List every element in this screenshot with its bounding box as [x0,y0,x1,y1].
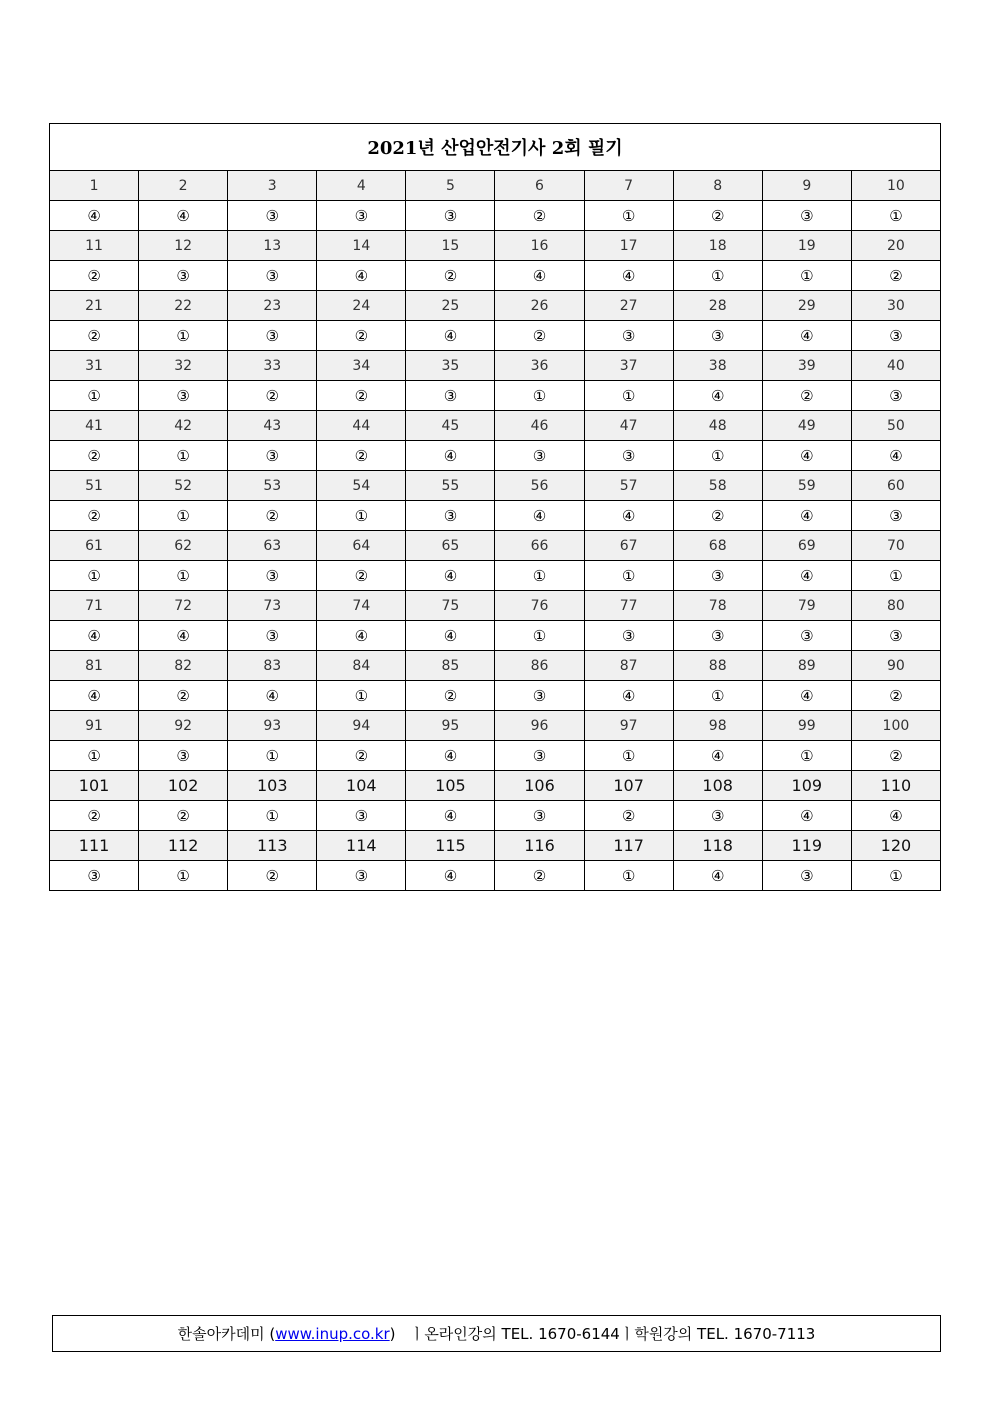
answer-cell: ③ [584,621,673,651]
question-number-cell: 3 [228,171,317,201]
answer-cell: ③ [673,801,762,831]
answer-cell: ② [673,201,762,231]
question-number-cell: 110 [851,771,940,801]
footer-separator: ㅣ [619,1325,635,1343]
answer-cell: ④ [673,381,762,411]
question-number-cell: 54 [317,471,406,501]
answer-cell: ② [228,381,317,411]
answer-cell: ② [317,321,406,351]
answer-cell: ② [406,681,495,711]
question-number-cell: 39 [762,351,851,381]
question-number-cell: 12 [139,231,228,261]
answer-cell: ① [495,561,584,591]
answer-cell: ④ [406,741,495,771]
answer-row [50,321,941,351]
question-number-cell: 79 [762,591,851,621]
footer: 한솔아카데미 ( www.inup.co.kr ) ㅣ 온라인강의 TEL. 1670-6144 ㅣ 학원강의 TEL. 1670-7113 [52,1315,941,1352]
answer-cell: ④ [406,321,495,351]
question-number-cell: 46 [495,411,584,441]
question-number-cell: 94 [317,711,406,741]
answer-cell: ① [584,381,673,411]
answer-cell: ① [762,261,851,291]
question-number-cell: 56 [495,471,584,501]
answer-cell: ④ [584,501,673,531]
answer-cell: ② [406,261,495,291]
answer-cell: ① [851,561,940,591]
question-number-cell: 73 [228,591,317,621]
question-number-cell: 2 [139,171,228,201]
question-number-row [50,531,941,561]
question-number-cell: 59 [762,471,851,501]
question-number-cell: 50 [851,411,940,441]
answer-cell: ② [495,201,584,231]
answer-cell: ① [673,261,762,291]
footer-academy: 한솔아카데미 [177,1325,265,1343]
answer-row [50,201,941,231]
answer-cell: ③ [762,621,851,651]
answer-cell: ④ [139,621,228,651]
question-number-cell: 20 [851,231,940,261]
answer-cell: ① [584,741,673,771]
question-number-cell: 84 [317,651,406,681]
question-number-cell: 97 [584,711,673,741]
question-number-cell: 90 [851,651,940,681]
question-number-cell: 115 [406,831,495,861]
question-number-cell: 21 [50,291,139,321]
answer-cell: ① [139,501,228,531]
question-number-cell: 70 [851,531,940,561]
answer-cell: ④ [406,621,495,651]
question-number-cell: 85 [406,651,495,681]
question-number-cell: 48 [673,411,762,441]
question-number-cell: 105 [406,771,495,801]
answer-cell: ③ [139,261,228,291]
question-number-cell: 15 [406,231,495,261]
question-number-cell: 38 [673,351,762,381]
answer-cell: ② [317,381,406,411]
answer-cell: ④ [851,441,940,471]
question-number-cell: 36 [495,351,584,381]
question-number-cell: 55 [406,471,495,501]
question-number-cell: 51 [50,471,139,501]
question-number-cell: 64 [317,531,406,561]
question-number-cell: 88 [673,651,762,681]
answer-cell: ④ [762,681,851,711]
question-number-cell: 95 [406,711,495,741]
answer-cell: ① [50,381,139,411]
answer-cell: ④ [762,441,851,471]
question-number-cell: 47 [584,411,673,441]
question-number-cell: 49 [762,411,851,441]
footer-academy-tel: 학원강의 TEL. 1670-7113 [634,1325,816,1343]
question-number-cell: 41 [50,411,139,441]
answer-cell: ③ [851,381,940,411]
question-number-row [50,171,941,201]
footer-online-tel: 온라인강의 TEL. 1670-6144 [424,1325,620,1343]
answer-cell: ④ [317,261,406,291]
question-number-cell: 14 [317,231,406,261]
question-number-cell: 118 [673,831,762,861]
question-number-cell: 77 [584,591,673,621]
question-number-cell: 112 [139,831,228,861]
answer-cell: ① [851,861,940,891]
answer-cell: ① [584,861,673,891]
question-number-cell: 107 [584,771,673,801]
question-number-row [50,591,941,621]
answer-cell: ③ [317,861,406,891]
question-number-cell: 58 [673,471,762,501]
page-title: 2021년 산업안전기사 2회 필기 [50,124,941,171]
answer-cell: ① [139,321,228,351]
question-number-cell: 1 [50,171,139,201]
answer-row [50,801,941,831]
answer-row [50,621,941,651]
question-number-cell: 83 [228,651,317,681]
question-number-cell: 60 [851,471,940,501]
answer-cell: ④ [673,741,762,771]
answer-cell: ④ [406,861,495,891]
question-number-cell: 108 [673,771,762,801]
answer-cell: ② [50,261,139,291]
answer-cell: ② [317,561,406,591]
answer-cell: ④ [762,501,851,531]
answer-cell: ② [228,501,317,531]
question-number-cell: 34 [317,351,406,381]
answer-row [50,501,941,531]
answer-cell: ③ [495,441,584,471]
question-number-cell: 80 [851,591,940,621]
answer-cell: ① [584,201,673,231]
answer-cell: ③ [495,801,584,831]
question-number-cell: 28 [673,291,762,321]
question-number-cell: 7 [584,171,673,201]
answer-cell: ④ [50,681,139,711]
question-number-row [50,411,941,441]
question-number-cell: 113 [228,831,317,861]
answer-cell: ④ [584,681,673,711]
question-number-cell: 102 [139,771,228,801]
question-number-cell: 72 [139,591,228,621]
question-number-cell: 31 [50,351,139,381]
answer-cell: ③ [851,321,940,351]
question-number-cell: 87 [584,651,673,681]
answer-cell: ④ [762,321,851,351]
answer-cell: ③ [139,741,228,771]
question-number-cell: 68 [673,531,762,561]
question-number-row [50,651,941,681]
footer-link[interactable]: www.inup.co.kr [275,1324,390,1343]
question-number-cell: 91 [50,711,139,741]
answer-cell: ② [228,861,317,891]
answer-row [50,261,941,291]
answer-cell: ① [50,561,139,591]
question-number-cell: 22 [139,291,228,321]
question-number-cell: 98 [673,711,762,741]
question-number-cell: 6 [495,171,584,201]
question-number-cell: 104 [317,771,406,801]
question-number-cell: 69 [762,531,851,561]
question-number-row [50,291,941,321]
footer-separator: ㅣ [409,1325,425,1343]
question-number-cell: 111 [50,831,139,861]
answer-row [50,861,941,891]
question-number-cell: 43 [228,411,317,441]
answer-cell: ③ [495,681,584,711]
question-number-cell: 23 [228,291,317,321]
question-number-cell: 8 [673,171,762,201]
question-number-cell: 9 [762,171,851,201]
answer-cell: ② [50,801,139,831]
answer-cell: ③ [228,261,317,291]
answer-cell: ② [50,441,139,471]
question-number-cell: 35 [406,351,495,381]
question-number-cell: 10 [851,171,940,201]
question-number-cell: 32 [139,351,228,381]
question-number-row [50,471,941,501]
answer-cell: ① [50,741,139,771]
title-row [50,124,941,171]
answer-cell: ④ [673,861,762,891]
question-number-cell: 74 [317,591,406,621]
question-number-cell: 114 [317,831,406,861]
answer-cell: ① [673,441,762,471]
answer-cell: ① [228,741,317,771]
question-number-cell: 18 [673,231,762,261]
answer-cell: ② [139,681,228,711]
answer-cell: ③ [762,201,851,231]
answer-cell: ④ [228,681,317,711]
answer-table [49,123,941,891]
answer-cell: ③ [228,561,317,591]
question-number-cell: 75 [406,591,495,621]
answer-cell: ② [851,681,940,711]
question-number-cell: 101 [50,771,139,801]
question-number-cell: 11 [50,231,139,261]
question-number-cell: 116 [495,831,584,861]
question-number-cell: 119 [762,831,851,861]
answer-cell: ① [584,561,673,591]
question-number-cell: 117 [584,831,673,861]
question-number-cell: 106 [495,771,584,801]
answer-cell: ① [139,861,228,891]
answer-cell: ④ [139,201,228,231]
answer-cell: ④ [762,561,851,591]
answer-cell: ① [139,441,228,471]
answer-cell: ④ [406,561,495,591]
question-number-cell: 89 [762,651,851,681]
answer-cell: ④ [50,621,139,651]
answer-cell: ① [673,681,762,711]
question-number-cell: 63 [228,531,317,561]
answer-cell: ② [584,801,673,831]
question-number-cell: 93 [228,711,317,741]
answer-cell: ④ [406,441,495,471]
question-number-cell: 62 [139,531,228,561]
question-number-cell: 33 [228,351,317,381]
answer-cell: ③ [50,861,139,891]
question-number-cell: 71 [50,591,139,621]
answer-cell: ① [762,741,851,771]
answer-cell: ④ [50,201,139,231]
answer-cell: ③ [851,621,940,651]
answer-cell: ④ [762,801,851,831]
question-number-cell: 120 [851,831,940,861]
question-number-cell: 40 [851,351,940,381]
answer-cell: ① [495,621,584,651]
question-number-cell: 13 [228,231,317,261]
answer-cell: ③ [317,801,406,831]
answer-row [50,561,941,591]
question-number-cell: 96 [495,711,584,741]
answer-cell: ③ [406,381,495,411]
answer-cell: ② [495,321,584,351]
answer-cell: ④ [584,261,673,291]
question-number-cell: 57 [584,471,673,501]
question-number-cell: 53 [228,471,317,501]
question-number-row [50,351,941,381]
answer-cell: ① [228,801,317,831]
question-number-cell: 16 [495,231,584,261]
question-number-cell: 65 [406,531,495,561]
answer-cell: ② [317,441,406,471]
question-number-cell: 82 [139,651,228,681]
answer-cell: ② [317,741,406,771]
question-number-cell: 100 [851,711,940,741]
answer-cell: ③ [673,621,762,651]
answer-cell: ③ [139,381,228,411]
answer-cell: ① [317,501,406,531]
question-number-cell: 76 [495,591,584,621]
answer-cell: ④ [495,501,584,531]
question-number-cell: 61 [50,531,139,561]
answer-cell: ③ [851,501,940,531]
question-number-cell: 19 [762,231,851,261]
question-number-cell: 37 [584,351,673,381]
question-number-cell: 44 [317,411,406,441]
answer-cell: ④ [495,261,584,291]
question-number-cell: 45 [406,411,495,441]
question-number-cell: 81 [50,651,139,681]
answer-cell: ② [50,321,139,351]
question-number-cell: 66 [495,531,584,561]
question-number-cell: 26 [495,291,584,321]
question-number-cell: 25 [406,291,495,321]
question-number-row [50,771,941,801]
question-number-cell: 24 [317,291,406,321]
question-number-cell: 109 [762,771,851,801]
question-number-cell: 42 [139,411,228,441]
answer-row [50,681,941,711]
answer-cell: ③ [584,441,673,471]
answer-cell: ① [851,201,940,231]
answer-cell: ② [851,741,940,771]
answer-cell: ③ [762,861,851,891]
answer-cell: ③ [228,441,317,471]
answer-cell: ② [139,801,228,831]
question-number-cell: 30 [851,291,940,321]
answer-cell: ① [495,381,584,411]
question-number-cell: 27 [584,291,673,321]
question-number-cell: 52 [139,471,228,501]
answer-cell: ③ [228,621,317,651]
answer-cell: ③ [406,201,495,231]
answer-cell: ③ [406,501,495,531]
answer-cell: ③ [673,561,762,591]
answer-cell: ② [495,861,584,891]
question-number-row [50,831,941,861]
answer-cell: ③ [673,321,762,351]
question-number-cell: 4 [317,171,406,201]
answer-cell: ④ [851,801,940,831]
question-number-cell: 29 [762,291,851,321]
answer-cell: ③ [228,201,317,231]
answer-row [50,381,941,411]
question-number-cell: 92 [139,711,228,741]
answer-cell: ② [762,381,851,411]
question-number-cell: 5 [406,171,495,201]
answer-cell: ② [673,501,762,531]
answer-cell: ② [50,501,139,531]
question-number-cell: 86 [495,651,584,681]
answer-cell: ② [851,261,940,291]
question-number-cell: 78 [673,591,762,621]
question-number-cell: 99 [762,711,851,741]
answer-cell: ④ [317,621,406,651]
question-number-cell: 103 [228,771,317,801]
answer-cell: ③ [317,201,406,231]
question-number-row [50,711,941,741]
question-number-row [50,231,941,261]
question-number-cell: 67 [584,531,673,561]
answer-cell: ① [139,561,228,591]
answer-row [50,441,941,471]
answer-row [50,741,941,771]
answer-cell: ④ [406,801,495,831]
answer-cell: ③ [584,321,673,351]
answer-cell: ③ [228,321,317,351]
answer-cell: ③ [495,741,584,771]
question-number-cell: 17 [584,231,673,261]
answer-cell: ① [317,681,406,711]
